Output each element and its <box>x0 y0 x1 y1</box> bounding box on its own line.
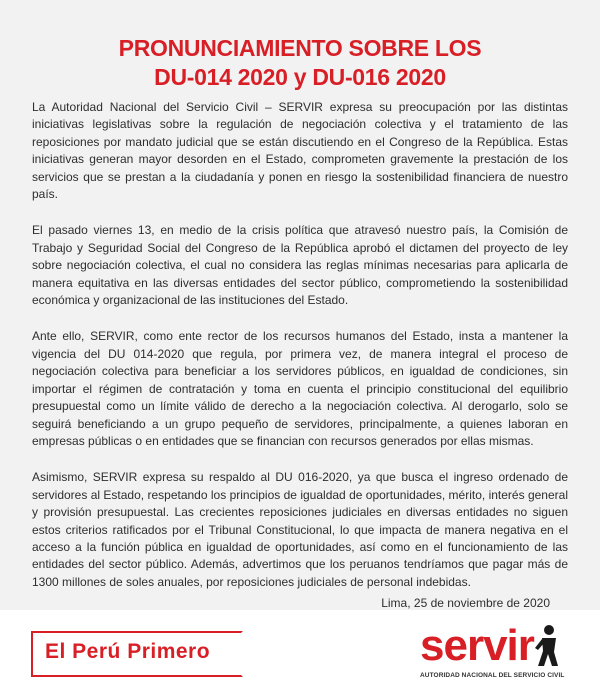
place-date: Lima, 25 de noviembre de 2020 <box>381 596 550 610</box>
logo-wordmark: servir <box>420 621 534 670</box>
logo-tagline: AUTORIDAD NACIONAL DEL SERVICIO CIVIL <box>420 672 565 679</box>
page-title <box>0 34 600 92</box>
paragraph: Ante ello, SERVIR, como ente rector de los recursos humanos del Estado, insta a mantener la vigencia del DU 014-2020 que regula, por primera vez, de manera integral el proceso de negociación colectiva para beneficiar a los servidores públicos, en igualdad de condiciones, sin importar el régimen de contratación y toma en cuenta el principio constitucional del equilibrio presupuestal como un límite válido de derecho a la negociación colectiva. Al derogarlo, solo se seguirá beneficiando a un grupo pequeño de servidores, principalmente, a quienes laboran en empresas públicas o en entidades que se financian con recursos generados por ellas mismas. <box>32 329 568 448</box>
paragraph: La Autoridad Nacional del Servicio Civil – SERVIR expresa su preocupación por las distintas iniciativas legislativas sobre la regulación de negociación colectiva y el tratamiento de las reposiciones por mandato judicial que se están discutiendo en el Congreso de la República. Estas iniciativas generan mayor desorden en el Estado, comprometen gravemente la prestación de los servicios que se prestan a la ciudadanía y ponen en riesgo la sostenibilidad financiera de nuestro país. <box>32 100 568 202</box>
statement-body <box>32 99 568 664</box>
person-icon <box>532 624 562 668</box>
servir-logo <box>420 622 570 688</box>
title-line-2: DU-014 2020 y DU-016 2020 <box>154 64 446 90</box>
slogan-badge <box>31 631 243 677</box>
title-line-1: PRONUNCIAMIENTO SOBRE LOS <box>118 35 482 61</box>
paragraph: El pasado viernes 13, en medio de la crisis política que atravesó nuestro país, la Comisión de Trabajo y Seguridad Social del Congreso de la República aprobó el dictamen del proyecto de ley sobre negociación colectiva, el cual no considera las reglas mínimas necesarias para aplicarla de manera equitativa en las diversas entidades del sector público, comprometiendo la sostenibilidad económica y organizacional de las instituciones del Estado. <box>32 223 568 308</box>
footer <box>0 610 600 700</box>
paragraph: Asimismo, SERVIR expresa su respaldo al DU 016-2020, ya que busca el ingreso ordenado de servidores al Estado, respetando los principios de igualdad de oportunidades, mérito, interés general y provisión presupuestal. Las crecientes reposiciones judiciales en diversas entidades no siguen estos criterios ratificados por el Tribunal Constitucional, lo que impacta de manera negativa en el acceso a la función pública en igualdad de oportunidades, así como en el funcionamiento de las entidades del sector público. Además, advertimos que los peruanos tendríamos que pagar más de 1300 millones de soles anuales, por reposiciones judiciales de personal indebidas. <box>32 470 568 589</box>
slogan-text: El Perú Primero <box>45 640 211 663</box>
